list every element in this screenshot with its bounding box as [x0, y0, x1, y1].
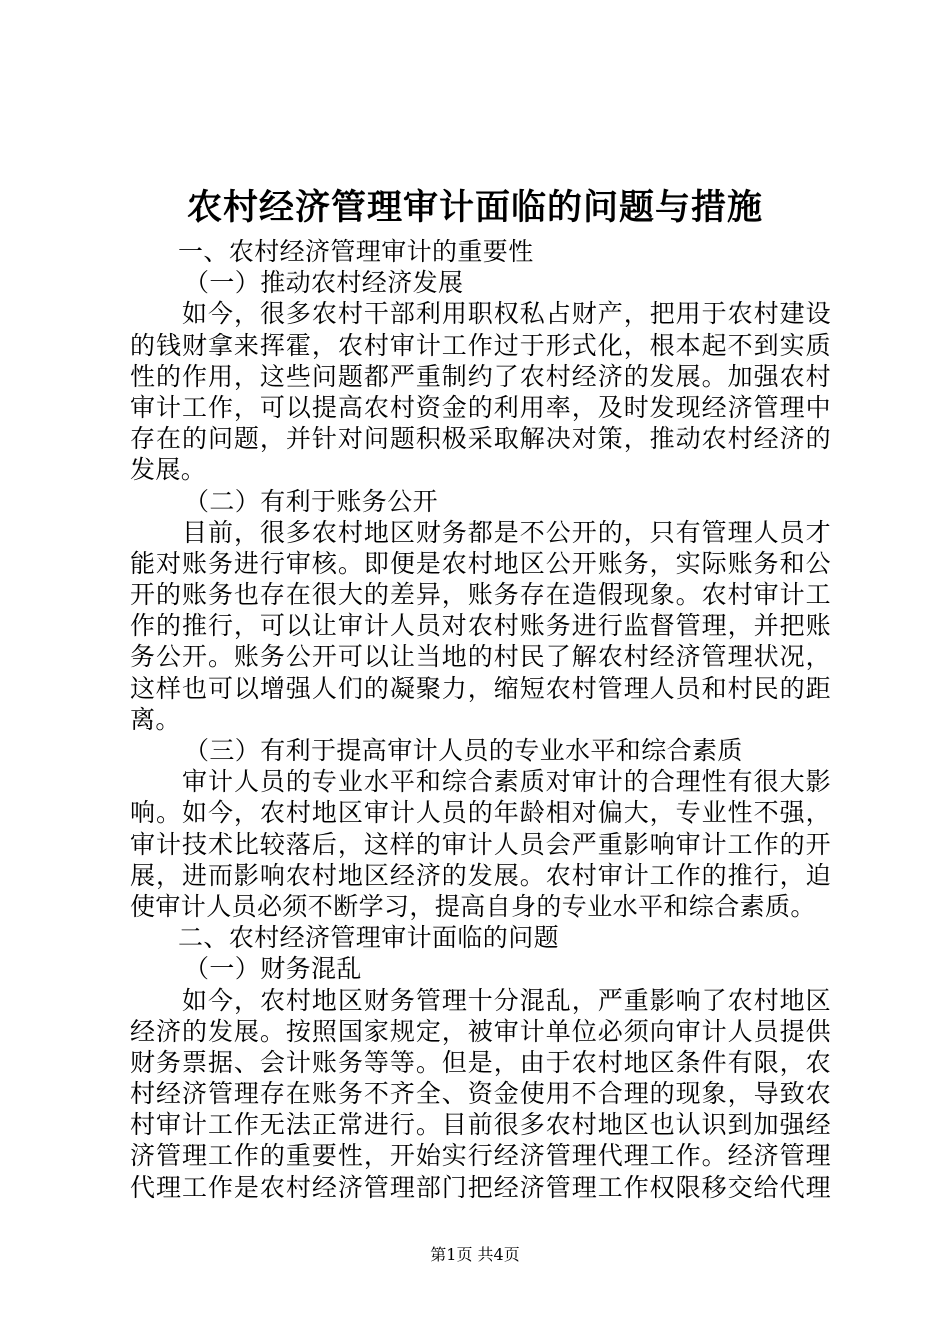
subsection-heading: （二）有利于账务公开: [184, 486, 439, 516]
paragraph-line: 审计工作，可以提高农村资金的利用率，及时发现经济管理中: [130, 392, 831, 422]
paragraph-line: 代理工作是农村经济管理部门把经济管理工作权限移交给代理: [130, 1172, 831, 1202]
paragraph-line: 使审计人员必须不断学习，提高自身的专业水平和综合素质。: [130, 891, 816, 921]
paragraph-line: 性的作用，这些问题都严重制约了农村经济的发展。加强农村: [130, 361, 831, 391]
paragraph-line: 开的账务也存在很大的差异，账务存在造假现象。农村审计工: [130, 580, 831, 610]
paragraph-line: 这样也可以增强人们的凝聚力，缩短农村管理人员和村民的距: [130, 673, 831, 703]
paragraph-line: 如今，农村地区财务管理十分混乱，严重影响了农村地区: [182, 985, 831, 1015]
page-footer: 第1页 共4页: [430, 1245, 520, 1264]
paragraph-line: 发展。: [130, 455, 207, 485]
paragraph-line: 村审计工作无法正常进行。目前很多农村地区也认识到加强经: [130, 1110, 831, 1140]
paragraph-line: 审计技术比较落后，这样的审计人员会严重影响审计工作的开: [130, 829, 831, 859]
paragraph-line: 村经济管理存在账务不齐全、资金使用不合理的现象，导致农: [130, 1079, 831, 1109]
section-heading: 二、农村经济管理审计面临的问题: [178, 923, 560, 953]
subsection-heading: （一）推动农村经济发展: [184, 268, 464, 298]
paragraph-line: 展，进而影响农村地区经济的发展。农村审计工作的推行，迫: [130, 860, 831, 890]
section-heading: 一、农村经济管理审计的重要性: [178, 237, 534, 266]
paragraph-line: 如今，很多农村干部利用职权私占财产，把用于农村建设: [182, 299, 831, 329]
paragraph-line: 响。如今，农村地区审计人员的年龄相对偏大，专业性不强，: [130, 798, 831, 828]
paragraph-line: 的钱财拿来挥霍，农村审计工作过于形式化，根本起不到实质: [130, 330, 831, 360]
subsection-heading: （一）财务混乱: [184, 954, 362, 984]
document-body: [130, 236, 831, 1203]
paragraph-line: 存在的问题，并针对问题积极采取解决对策，推动农村经济的: [130, 424, 831, 454]
paragraph-line: 经济的发展。按照国家规定，被审计单位必须向审计人员提供: [130, 1016, 831, 1046]
paragraph-line: 目前，很多农村地区财务都是不公开的，只有管理人员才: [182, 517, 831, 547]
document-title: 农村经济管理审计面临的问题与措施: [186, 187, 763, 228]
paragraph-line: 作的推行，可以让审计人员对农村账务进行监督管理，并把账: [130, 611, 831, 641]
paragraph-line: 能对账务进行审核。即便是农村地区公开账务，实际账务和公: [130, 548, 831, 578]
paragraph-line: 财务票据、会计账务等等。但是，由于农村地区条件有限，农: [130, 1047, 831, 1077]
subsection-heading: （三）有利于提高审计人员的专业水平和综合素质: [184, 736, 743, 765]
paragraph-line: 务公开。账务公开可以让当地的村民了解农村经济管理状况，: [130, 642, 831, 672]
paragraph-line: 离。: [130, 704, 181, 734]
paragraph-line: 审计人员的专业水平和综合素质对审计的合理性有很大影: [182, 767, 831, 797]
paragraph-line: 济管理工作的重要性，开始实行经济管理代理工作。经济管理: [130, 1141, 831, 1171]
